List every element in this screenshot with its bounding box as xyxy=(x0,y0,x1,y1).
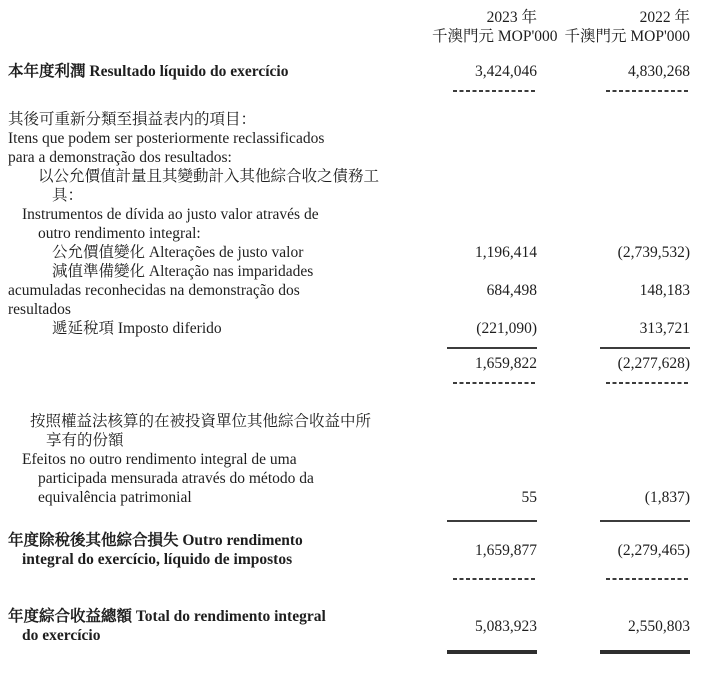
col-header-2022-year: 2022 年 xyxy=(639,9,690,26)
rule-dashed xyxy=(453,90,537,92)
row-net-profit xyxy=(8,62,690,81)
other-comprehensive-loss-value-2022: (2,279,465) xyxy=(617,541,690,559)
rule-dashed xyxy=(606,90,690,92)
impairment-change-line-2: acumuladas reconhecidas na demonstração dos xyxy=(8,282,300,299)
impairment-change-line-1: 減值準備變化 Alteração nas imparidades xyxy=(52,263,314,280)
net-profit-value-2023: 3,424,046 xyxy=(475,63,537,80)
net-profit-value-2022: 4,830,268 xyxy=(628,63,690,80)
rule-row xyxy=(8,520,690,522)
deferred-tax-value-2023: (221,090) xyxy=(476,320,537,337)
reclass-subtotal-value-2023: 1,659,822 xyxy=(475,355,537,372)
net-profit-label: 本年度利潤 Resultado líquido do exercício xyxy=(8,63,289,80)
other-comprehensive-loss-line-1: 年度除稅後其他綜合損失 Outro rendimento xyxy=(8,532,303,549)
equity-method-section xyxy=(8,412,690,488)
equity-method-value-2022: (1,837) xyxy=(644,489,690,506)
row-fair-value-change xyxy=(8,243,690,262)
row-impairment-change xyxy=(8,281,690,300)
reclass-section xyxy=(8,110,690,243)
reclass-line-7: outro rendimento integral: xyxy=(38,225,201,242)
rule-dashed xyxy=(453,382,537,384)
other-comprehensive-loss-line-2: integral do exercício, líquido de impostos xyxy=(22,551,293,568)
row-total-comprehensive-income xyxy=(8,607,690,645)
total-comprehensive-income-line-2: do exercício xyxy=(22,627,101,644)
reclass-subtotal-value-2022: (2,277,628) xyxy=(617,355,690,372)
col-header-2022-unit: 千澳門元 MOP'000 xyxy=(564,28,690,45)
rule-row xyxy=(8,650,690,654)
row-reclass-subtotal xyxy=(8,354,690,373)
rule-double xyxy=(600,650,690,654)
rule-dashed xyxy=(606,578,690,580)
reclass-line-1: 其後可重新分類至損益表内的項目： xyxy=(8,111,257,128)
col-header-2023-year: 2023 年 xyxy=(486,9,537,26)
rule-double xyxy=(447,650,537,654)
rule-row xyxy=(8,90,690,92)
equity-method-line-3: Efeitos no outro rendimento integral de uma xyxy=(22,451,297,468)
reclass-line-4: 以公允價值計量且其變動計入其他綜合收之債務工 xyxy=(38,168,380,185)
equity-method-value-2023: 55 xyxy=(521,489,537,506)
fair-value-change-value-2022: (2,739,532) xyxy=(617,244,690,261)
rule-row xyxy=(8,382,690,384)
equity-method-line-1: 按照權益法核算的在被投資單位其他綜合收益中所 xyxy=(30,413,372,430)
col-header-2023-unit: 千澳門元 MOP'000 xyxy=(432,28,558,45)
total-comprehensive-income-value-2022: 2,550,803 xyxy=(628,617,690,635)
rule-solid xyxy=(447,347,537,349)
equity-method-line-4: participada mensurada através do método da xyxy=(38,470,314,487)
other-comprehensive-loss-value-2023: 1,659,877 xyxy=(475,541,537,559)
col-header-2023 xyxy=(432,8,558,46)
other-comprehensive-loss-label xyxy=(8,531,432,569)
total-comprehensive-income-line-1: 年度綜合收益總額 Total do rendimento integral xyxy=(8,608,326,625)
reclass-line-2: Itens que podem ser posteriormente reclassificados xyxy=(8,130,325,147)
rule-solid xyxy=(447,520,537,522)
impairment-change-line-3: resultados xyxy=(8,301,71,318)
fair-value-change-label: 公允價值變化 Alterações de justo valor xyxy=(52,244,304,261)
deferred-tax-value-2022: 313,721 xyxy=(639,320,690,337)
row-deferred-tax xyxy=(8,319,690,338)
column-header-row xyxy=(8,8,690,46)
total-comprehensive-income-value-2023: 5,083,923 xyxy=(475,617,537,635)
equity-method-line-2: 享有的份額 xyxy=(46,432,124,449)
rule-solid xyxy=(600,520,690,522)
rule-dashed xyxy=(453,578,537,580)
deferred-tax-label: 遞延稅項 Imposto diferido xyxy=(52,320,222,337)
rule-row xyxy=(8,347,690,349)
reclass-line-6: Instrumentos de dívida ao justo valor através de xyxy=(22,206,319,223)
equity-method-line-5: equivalência patrimonial xyxy=(38,489,192,506)
impairment-change-value-2023: 684,498 xyxy=(486,282,537,299)
reclass-line-3: para a demonstração dos resultados: xyxy=(8,149,232,166)
rule-row xyxy=(8,578,690,580)
impairment-change-value-2022: 148,183 xyxy=(639,282,690,299)
total-comprehensive-income-label xyxy=(8,607,432,645)
row-other-comprehensive-loss xyxy=(8,531,690,569)
rule-solid xyxy=(600,347,690,349)
row-equity-method xyxy=(8,488,690,507)
rule-dashed xyxy=(606,382,690,384)
col-header-2022 xyxy=(537,8,690,46)
fair-value-change-value-2023: 1,196,414 xyxy=(475,244,537,261)
reclass-line-5: 具： xyxy=(52,187,84,204)
